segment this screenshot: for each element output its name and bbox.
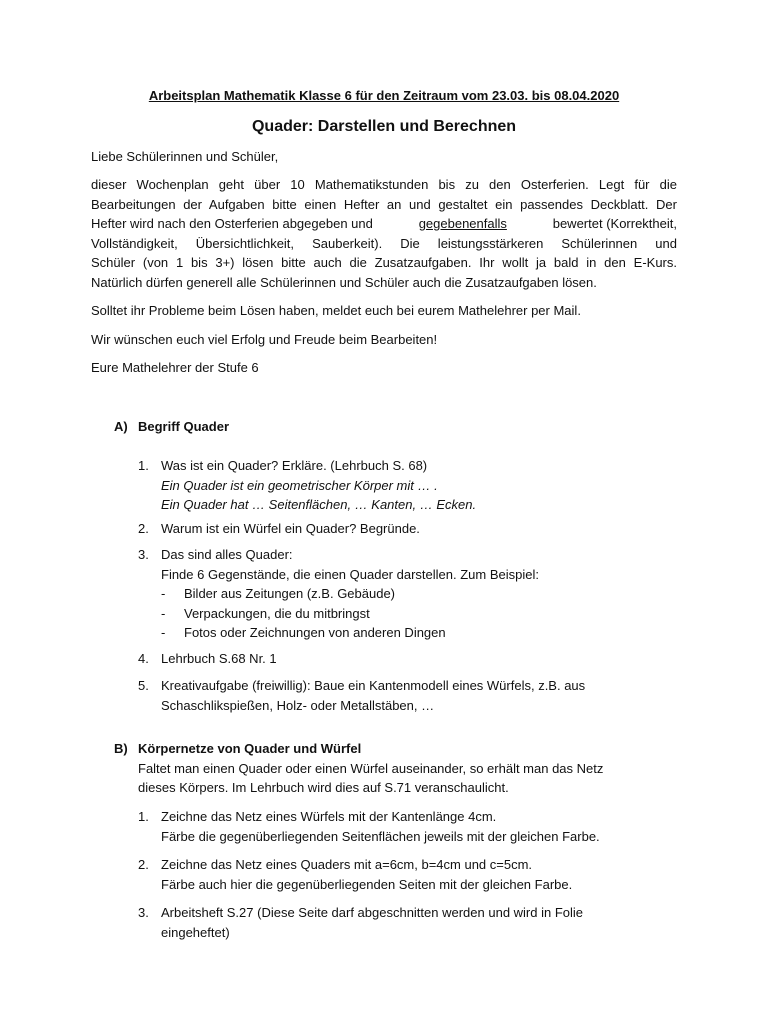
task-hint: Ein Quader hat … Seitenflächen, … Kanten, … Ecken. bbox=[161, 497, 477, 512]
bullet-list bbox=[161, 584, 641, 643]
intro-text: bewertet (Korrektheit, bbox=[552, 216, 677, 231]
section-b-title: Körpernetze von Quader und Würfel bbox=[138, 741, 362, 756]
task-a2: Warum ist ein Würfel ein Quader? Begründe. bbox=[161, 521, 420, 536]
bullet-text: Bilder aus Zeitungen (z.B. Gebäude) bbox=[184, 586, 396, 601]
task-line: Zeichne das Netz eines Würfels mit der Kantenlänge 4cm. bbox=[161, 809, 497, 824]
underlined-word: gegebenenfalls bbox=[418, 216, 507, 231]
task-line: Färbe die gegenüberliegenden Seitenflächen jeweils mit der gleichen Farbe. bbox=[161, 828, 600, 844]
section-b-intro: dieses Körpers. Im Lehrbuch wird dies auf S.71 veranschaulicht. bbox=[138, 780, 509, 795]
bullet-text: Verpackungen, die du mitbringst bbox=[184, 605, 370, 621]
task-a5 bbox=[161, 676, 681, 715]
section-a-marker: A) bbox=[114, 419, 128, 434]
section-a-title: Begriff Quader bbox=[138, 419, 230, 434]
task-number: 2. bbox=[138, 857, 149, 872]
task-line: Färbe auch hier die gegenüberliegenden Seiten mit der gleichen Farbe. bbox=[161, 876, 573, 892]
task-line: eingeheftet) bbox=[161, 924, 230, 940]
intro-paragraph bbox=[91, 175, 677, 292]
task-line: Das sind alles Quader: bbox=[161, 547, 293, 562]
wishes-note: Wir wünschen euch viel Erfolg und Freude beim Bearbeiten! bbox=[91, 332, 438, 347]
plan-title: Arbeitsplan Mathematik Klasse 6 für den Zeitraum vom 23.03. bis 08.04.2020 bbox=[148, 88, 620, 103]
task-number: 1. bbox=[138, 809, 149, 824]
task-number: 3. bbox=[138, 547, 149, 562]
task-number: 3. bbox=[138, 905, 149, 920]
intro-line: Schüler (von 1 bis 3+) lösen bitte auch die Zusatzaufgaben. Ihr wollt ja bald in den E-Kurs. bbox=[91, 255, 677, 270]
task-b3 bbox=[161, 903, 691, 942]
signature: Eure Mathelehrer der Stufe 6 bbox=[91, 360, 259, 375]
bullet-dash: - bbox=[161, 625, 166, 640]
intro-line: Natürlich dürfen generell alle Schülerinnen und Schüler auch die Zusatzaufgaben lösen. bbox=[91, 274, 597, 290]
section-b-intro: Faltet man einen Quader oder einen Würfel auseinander, so erhält man das Netz bbox=[138, 760, 604, 776]
intro-text: Hefter wird nach den Osterferien abgegeben und bbox=[91, 216, 373, 231]
task-a4: Lehrbuch S.68 Nr. 1 bbox=[161, 651, 277, 666]
problems-note: Solltet ihr Probleme beim Lösen haben, meldet euch bei eurem Mathelehrer per Mail. bbox=[91, 303, 581, 318]
bullet-item bbox=[161, 584, 641, 604]
task-line: Kreativaufgabe (freiwillig): Baue ein Kantenmodell eines Würfels, z.B. aus bbox=[161, 678, 586, 693]
task-number: 2. bbox=[138, 521, 149, 536]
task-line: Schaschlikspießen, Holz- oder Metallstäben, … bbox=[161, 697, 435, 713]
bullet-dash: - bbox=[161, 605, 166, 621]
task-line: Arbeitsheft S.27 (Diese Seite darf abgeschnitten werden und wird in Folie bbox=[161, 905, 584, 920]
page-title: Quader: Darstellen und Berechnen bbox=[251, 118, 517, 135]
bullet-text: Fotos oder Zeichnungen von anderen Dingen bbox=[184, 625, 446, 640]
bullet-dash: - bbox=[161, 586, 166, 601]
bullet-item bbox=[161, 604, 641, 624]
section-b-marker: B) bbox=[114, 741, 128, 756]
task-line: Finde 6 Gegenstände, die einen Quader darstellen. Zum Beispiel: bbox=[161, 566, 539, 582]
task-a3 bbox=[161, 545, 681, 584]
task-number: 1. bbox=[138, 458, 149, 473]
task-b2 bbox=[161, 855, 691, 894]
bullet-item bbox=[161, 623, 641, 643]
greeting: Liebe Schülerinnen und Schüler, bbox=[91, 149, 279, 164]
intro-line bbox=[91, 214, 677, 234]
intro-line: Vollständigkeit, Übersichtlichkeit, Sauberkeit). Die leistungsstärkeren Schülerinnen und bbox=[91, 235, 677, 251]
task-number: 5. bbox=[138, 678, 149, 693]
task-number: 4. bbox=[138, 651, 149, 666]
task-b1 bbox=[161, 807, 691, 846]
intro-line: dieser Wochenplan geht über 10 Mathematikstunden bis zu den Osterferien. Legt für die bbox=[91, 177, 677, 192]
task-hint: Ein Quader ist ein geometrischer Körper mit … . bbox=[161, 477, 438, 493]
section-b-block bbox=[138, 739, 678, 798]
intro-line: Bearbeitungen der Aufgaben bitte einen Hefter an und gestaltet ein passendes Deckblatt. Der bbox=[91, 196, 677, 212]
task-line: Zeichne das Netz eines Quaders mit a=6cm, b=4cm und c=5cm. bbox=[161, 857, 533, 872]
task-line: Was ist ein Quader? Erkläre. (Lehrbuch S. 68) bbox=[161, 458, 428, 473]
task-a1 bbox=[161, 456, 681, 515]
